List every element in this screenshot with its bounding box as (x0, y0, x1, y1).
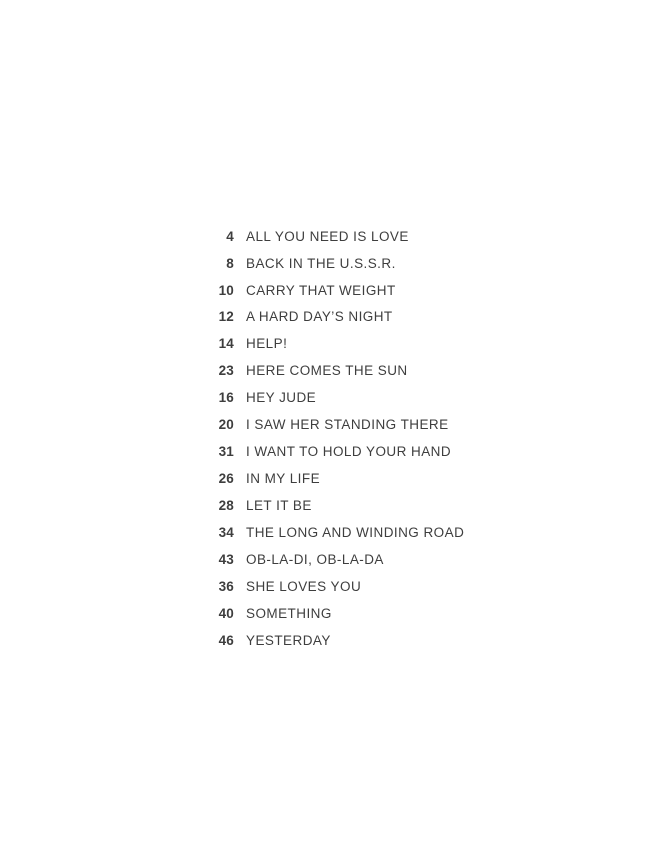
toc-page-number: 28 (218, 497, 234, 513)
toc-song-title: CARRY THAT WEIGHT (246, 282, 396, 298)
toc-entry (200, 492, 540, 519)
toc-entry (200, 358, 540, 385)
toc-entry (200, 627, 540, 654)
toc-entry (200, 438, 540, 465)
toc-page-number: 36 (218, 578, 234, 594)
toc-page-number: 40 (218, 605, 234, 621)
toc-song-title: I WANT TO HOLD YOUR HAND (246, 444, 452, 460)
toc-list (200, 223, 540, 654)
toc-entry (200, 250, 540, 277)
toc-page-number: 4 (226, 228, 234, 244)
toc-page-number: 34 (218, 524, 234, 540)
toc-song-title: HEY JUDE (246, 390, 317, 406)
toc-page-number: 14 (218, 336, 234, 352)
toc-song-title: YESTERDAY (246, 632, 331, 648)
toc-entry (200, 411, 540, 438)
toc-entry (200, 573, 540, 600)
toc-page-number: 20 (218, 417, 234, 433)
toc-song-title: A HARD DAY’S NIGHT (246, 309, 393, 325)
toc-entry (200, 223, 540, 250)
toc-song-title: OB-LA-DI, OB-LA-DA (246, 551, 384, 567)
toc-song-title: BACK IN THE U.S.S.R. (246, 255, 396, 271)
toc-song-title: IN MY LIFE (246, 471, 321, 486)
toc-page-number: 12 (218, 309, 234, 325)
toc-page-number: 10 (218, 282, 234, 298)
toc-song-title: HERE COMES THE SUN (246, 363, 408, 379)
toc-page-number: 46 (218, 632, 234, 648)
toc-song-title: SHE LOVES YOU (246, 578, 362, 594)
toc-entry (200, 519, 540, 546)
toc-entry (200, 304, 540, 331)
toc-entry (200, 385, 540, 412)
toc-song-title: HELP! (246, 336, 288, 352)
toc-song-title: LET IT BE (246, 497, 312, 513)
toc-song-title: SOMETHING (246, 605, 332, 621)
toc-page-number: 8 (226, 255, 234, 271)
toc-entry (200, 331, 540, 358)
toc-page-number: 43 (218, 551, 234, 567)
toc-entry (200, 600, 540, 627)
toc-entry (200, 277, 540, 304)
toc-entry (200, 546, 540, 573)
toc-page-number: 31 (218, 444, 234, 460)
toc-page-number: 16 (218, 390, 234, 406)
toc-song-title: ALL YOU NEED IS LOVE (246, 228, 409, 244)
toc-page-number: 26 (218, 471, 234, 486)
toc-page-number: 23 (218, 363, 234, 379)
toc-song-title: THE LONG AND WINDING ROAD (246, 524, 465, 540)
toc-song-title: I SAW HER STANDING THERE (246, 417, 449, 433)
toc-entry (200, 465, 540, 492)
